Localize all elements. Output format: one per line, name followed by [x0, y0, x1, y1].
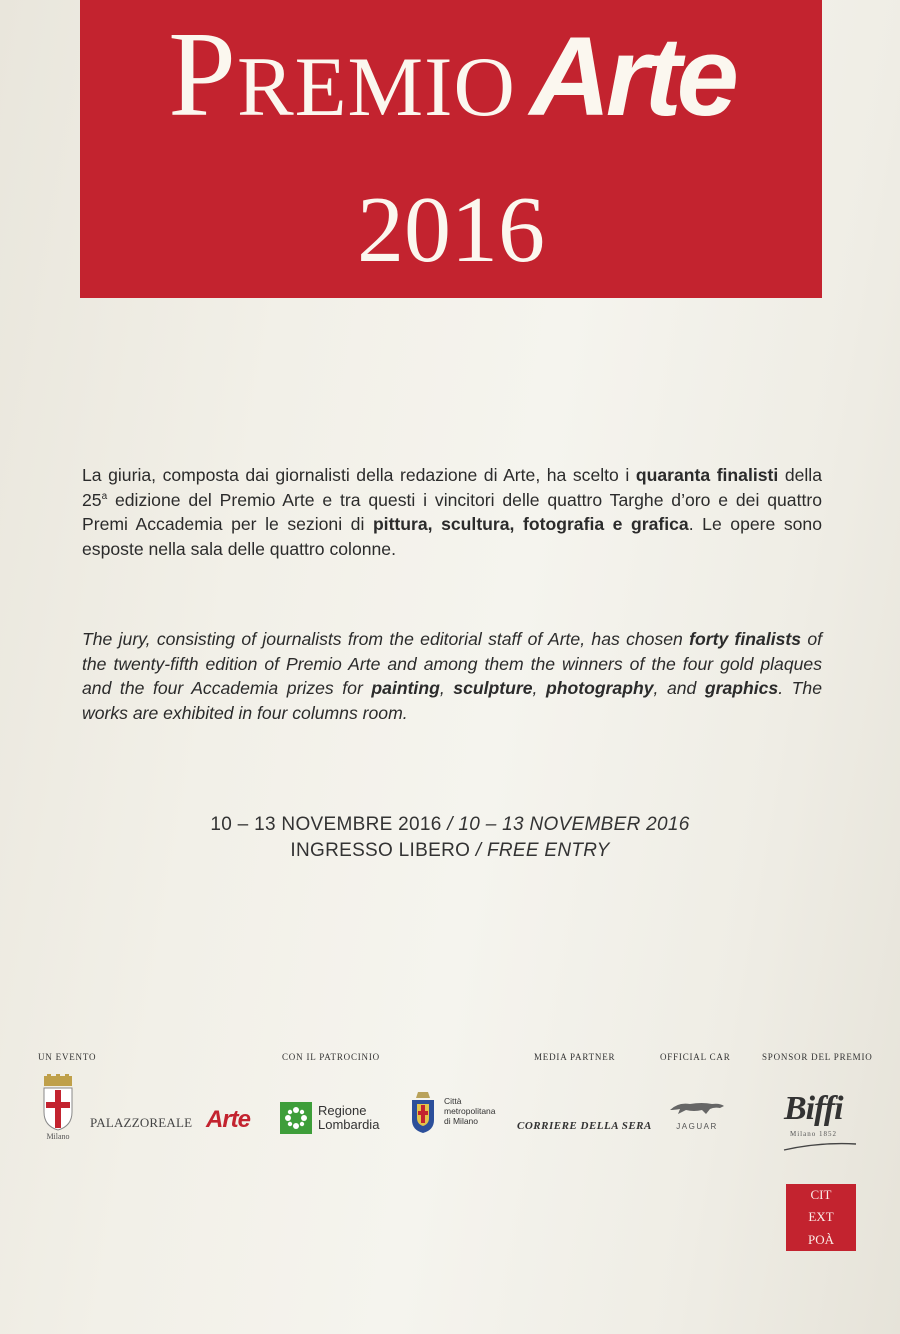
regione-lombardia-logo [318, 1104, 379, 1132]
dates-english: 10 – 13 NOVEMBER 2016 [458, 814, 690, 835]
cube-row-3: POÀ [807, 1231, 834, 1247]
entry-english: FREE ENTRY [486, 840, 610, 861]
regione-label: Regione [318, 1103, 367, 1118]
title-arte: Arte [529, 14, 734, 139]
title-premio: Premio [168, 7, 516, 142]
biffi-swoosh-icon [780, 1140, 860, 1154]
cube-row-1: CIT [810, 1187, 832, 1203]
lombardia-icon [280, 1102, 312, 1134]
di-milano-label: di Milano [444, 1116, 479, 1126]
text: edizione del Premio Arte e tra questi i vincitori delle quattro Targhe d’oro e dei quattro Premi Accademia per le sezioni di [82, 489, 822, 534]
citta-label: Città [444, 1096, 462, 1106]
text: , [439, 678, 454, 698]
biffi-logo: Biffi [784, 1090, 843, 1127]
text: The jury, consisting of journalists from the editorial staff of Arte, has chosen [82, 629, 690, 649]
event-dates [0, 812, 900, 838]
milano-label: Milano [46, 1132, 70, 1141]
bold-text: quaranta finalisti [635, 465, 779, 485]
caption-car: OFFICIAL CAR [660, 1052, 731, 1062]
jaguar-leaper-icon [668, 1098, 726, 1118]
entry-italian: INGRESSO LIBERO [290, 840, 471, 861]
citta-metropolitana-crest-icon [410, 1090, 436, 1134]
italian-paragraph [82, 463, 822, 561]
biffi-subtitle: Milano 1852 [790, 1130, 837, 1138]
palazzo-reale-logo: PALAZZOREALE [90, 1115, 193, 1130]
banner-title [80, 7, 822, 142]
separator: / [441, 814, 459, 835]
text: La giuria, composta dai giornalisti della redazione di Arte, ha scelto i [82, 465, 636, 485]
separator: / [470, 840, 487, 861]
text: . Le opere sono esposte nella sala delle quattro colonne. [82, 514, 822, 559]
jaguar-logo: JAGUAR [676, 1122, 718, 1131]
bold-text: painting [371, 678, 440, 698]
bold-text: graphics [704, 678, 779, 698]
metropolitana-label: metropolitana [444, 1106, 496, 1116]
milano-crest-logo [38, 1074, 78, 1144]
superscript: a [101, 490, 108, 502]
corriere-della-sera-logo: CORRIERE DELLA SERA [517, 1120, 652, 1132]
entry-info [0, 838, 900, 864]
red-cube-logo [786, 1184, 856, 1251]
text: of the twenty-fifth edition of Premio Arte and among them the winners of the four gold plaques and the four Accademia prizes for [82, 629, 823, 698]
banner-year: 2016 [357, 178, 545, 282]
cube-row-2: EXT [808, 1209, 834, 1225]
text: , [532, 678, 546, 698]
caption-sponsor: SPONSOR DEL PREMIO [762, 1052, 873, 1062]
text: , and [653, 678, 705, 698]
caption-patronage: CON IL PATROCINIO [282, 1052, 380, 1062]
lombardia-label: Lombardia [318, 1117, 380, 1132]
caption-media: MEDIA PARTNER [534, 1052, 616, 1062]
bold-text: photography [545, 678, 654, 698]
bold-text: forty finalists [689, 629, 802, 649]
english-paragraph [82, 627, 822, 725]
title-banner [80, 0, 822, 298]
text: della 25 [82, 465, 822, 510]
dates-italian: 10 – 13 NOVEMBRE 2016 [210, 814, 442, 835]
citta-metropolitana-logo [444, 1096, 496, 1126]
bold-text: pittura, scultura, fotografia e grafica [372, 514, 689, 534]
crest-icon [38, 1074, 78, 1132]
bold-text: sculpture [453, 678, 533, 698]
arte-logo: Arte [206, 1106, 251, 1133]
caption-event: UN EVENTO [38, 1052, 97, 1062]
text: . The works are exhibited in four columns room. [82, 678, 822, 723]
